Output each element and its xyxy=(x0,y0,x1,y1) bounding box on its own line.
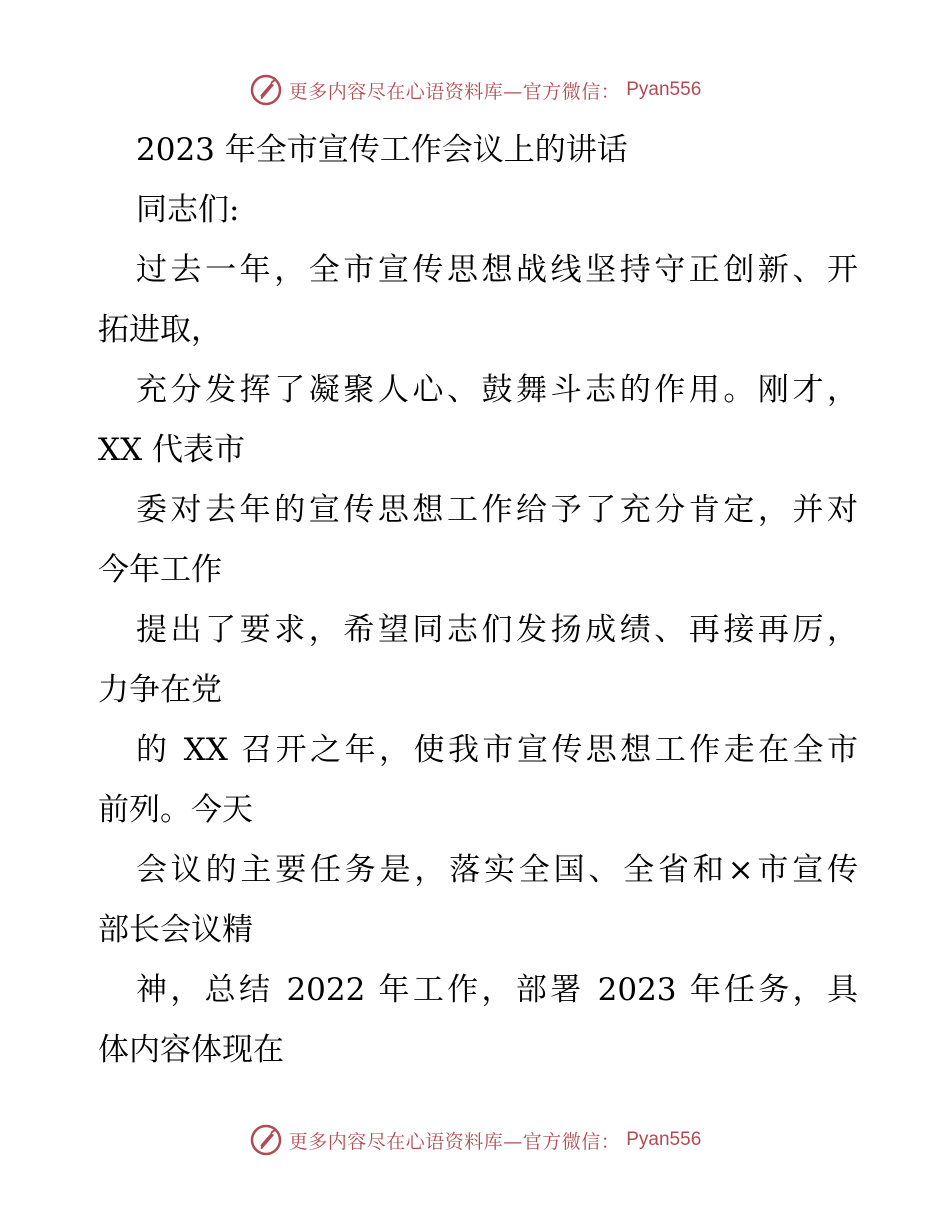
text-line: 提出了要求，希望同志们发扬成绩、再接再厉， xyxy=(136,612,858,648)
quill-logo-icon xyxy=(249,73,283,107)
text-line: 的 XX 召开之年，使我市宣传思想工作走在全市 xyxy=(136,732,858,768)
text-line: 同志们: xyxy=(136,192,240,228)
text-line: 体内容体现在 xyxy=(98,1032,284,1068)
text-line: 委对去年的宣传思想工作给予了充分肯定，并对 xyxy=(136,492,858,528)
text-line: 前列。今天 xyxy=(98,792,253,828)
quill-logo-icon xyxy=(249,1123,283,1157)
speech-body xyxy=(98,120,858,1080)
text-line: 拓进取， xyxy=(98,312,222,348)
text-line: 今年工作 xyxy=(98,552,222,588)
text-line: 神，总结 2022 年工作，部署 2023 年任务，具 xyxy=(136,972,858,1008)
banner-text: 更多内容尽在心语资料库—官方微信： xyxy=(288,1130,621,1153)
header-banner xyxy=(0,72,950,108)
text-line: 部长会议精 xyxy=(98,912,253,948)
text-line: 会议的主要任务是，落实全国、全省和×市宣传 xyxy=(136,852,858,888)
text-line: 过去一年，全市宣传思想战线坚持守正创新、开 xyxy=(136,252,858,288)
footer-banner xyxy=(0,1122,950,1158)
document-title: 2023 年全市宣传工作会议上的讲话 xyxy=(136,132,628,168)
text-line: 力争在党 xyxy=(98,672,222,708)
banner-text: 更多内容尽在心语资料库—官方微信： xyxy=(288,80,621,103)
text-line: XX 代表市 xyxy=(98,432,245,468)
banner-wechat-id: Pyan556 xyxy=(626,79,702,100)
text-line: 充分发挥了凝聚人心、鼓舞斗志的作用。刚才， xyxy=(136,372,858,408)
banner-wechat-id: Pyan556 xyxy=(626,1129,702,1150)
